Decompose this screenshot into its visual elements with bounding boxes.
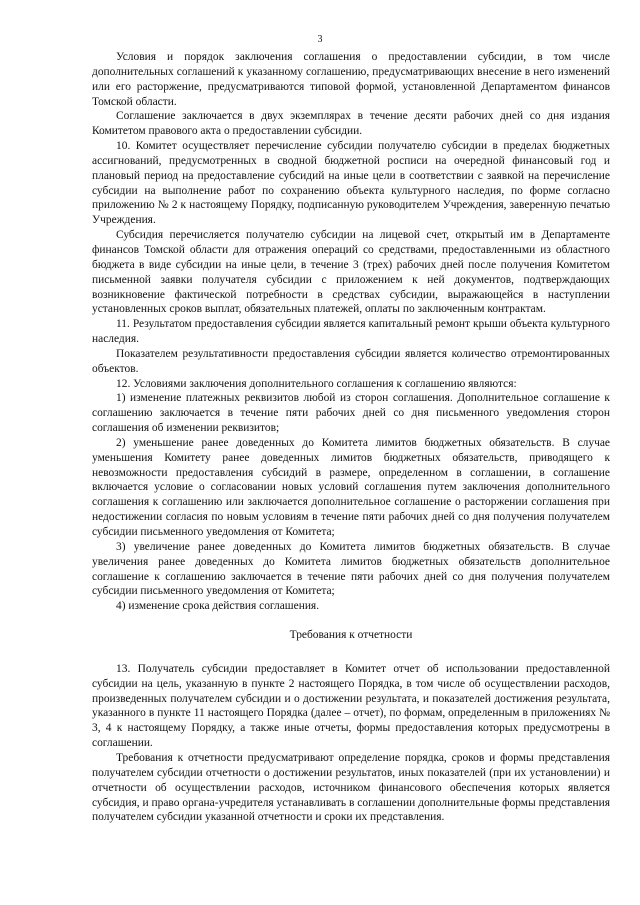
paragraph: 12. Условиями заключения дополнительного соглашения к соглашению являются: bbox=[116, 377, 517, 390]
paragraph: 11. Результатом предоставления субсидии является капитальный ремонт крыши объекта культурного наследия. bbox=[92, 318, 610, 346]
paragraph: 10. Комитет осуществляет перечисление субсидии получателю субсидии в пределах бюджетных ассигнований, предусмотренных в сводной бюджетной росписи на очередной финансовый год и плановый период на предоставление субсидий на иные цели в соответствии с заявкой на перечисление субсидии на выполнение работ по сохранению объекта культурного наследия, по форме согласно приложению № 2 к настоящему Порядку, подписанную руководителем Учреждения, заверенную печатью Учреждения. bbox=[92, 140, 610, 227]
paragraph: Соглашение заключается в двух экземплярах в течение десяти рабочих дней со дня издания Комитетом правового акта о предоставлении субсидии. bbox=[92, 110, 610, 138]
paragraph: Требования к отчетности предусматривают определение порядка, сроков и формы представления получателем субсидии отчетности о достижении результатов, иных показателей (при их установлении) и отчетности об осуществлении расходов, источником финансового обеспечения которых является субсидия, и право органа-учредителя устанавливать в соглашении дополнительные формы представления получателем субсидии указанной отчетности и сроки их представления. bbox=[92, 751, 610, 824]
paragraph: Условия и порядок заключения соглашения о предоставлении субсидии, в том числе дополнительных соглашений к указанному соглашению, предусматривающих внесение в него изменений или его расторжение, предусматриваются типовой формой, установленной Департаментом финансов Томской области. bbox=[92, 51, 610, 108]
document-body bbox=[92, 50, 610, 825]
paragraph: 3) увеличение ранее доведенных до Комитета лимитов бюджетных обязательств. В случае увеличения ранее доведенных до Комитета лимитов бюджетных обязательств дополнительное соглашение к соглашению заключается в течение пяти рабочих дней со дня получения получателем субсидии письменного уведомления от Комитета; bbox=[92, 540, 610, 598]
page-number: 3 bbox=[317, 34, 323, 45]
paragraph: 1) изменение платежных реквизитов любой из сторон соглашения. Дополнительное соглашение к соглашению заключается в течение пяти рабочих дней со дня письменного уведомления сторон соглашения об изменении реквизитов; bbox=[92, 392, 610, 435]
paragraph: 13. Получатель субсидии предоставляет в Комитет отчет об использовании предоставленной субсидии на цель, указанную в пункте 2 настоящего Порядка, в том числе об осуществлении расходов, произведенных получателем субсидии и о достижении результата, и показателей достижения результата, указанного в пункте 11 настоящего Порядка (далее – отчет), по формам, определенным в приложениях № 3, 4 к настоящему Порядку, а также иные отчеты, формы предоставления которых предусмотрены в соглашении. bbox=[92, 662, 610, 750]
paragraph: Показателем результативности предоставления субсидии является количество отремонтированных объектов. bbox=[92, 347, 610, 375]
paragraph: Субсидия перечисляется получателю субсидии на лицевой счет, открытый им в Департаменте финансов Томской области для отражения операций со средствами, предоставленными из областного бюджета в виде субсидии на иные цели, в течение 3 (трех) рабочих дней после получения Комитетом письменной заявки получателя субсидии с приложением к ней документов, подтверждающих возникновение фактической потребности в средствах субсидии, выражающейся в наступлении установленных сроков выплат, обязательных платежей, оплаты по заключенным контрактам. bbox=[92, 229, 610, 316]
section-heading: Требования к отчетности bbox=[289, 629, 413, 642]
paragraph: 2) уменьшение ранее доведенных до Комитета лимитов бюджетных обязательств. В случае уменьшения Комитету ранее доведенных лимитов бюджетных обязательств, приводящего к невозможности предоставления субсидий в размере, определенном в соглашении, в соглашение включается условие о согласовании новых условий соглашения путем заключения дополнительного соглашения к соглашению или заключается дополнительное соглашение о расторжении соглашения при недостижении согласия по новым условиям в течение пяти рабочих дней со дня получения получателем субсидии письменного уведомления от Комитета; bbox=[92, 436, 610, 538]
paragraph: 4) изменение срока действия соглашения. bbox=[116, 600, 320, 613]
